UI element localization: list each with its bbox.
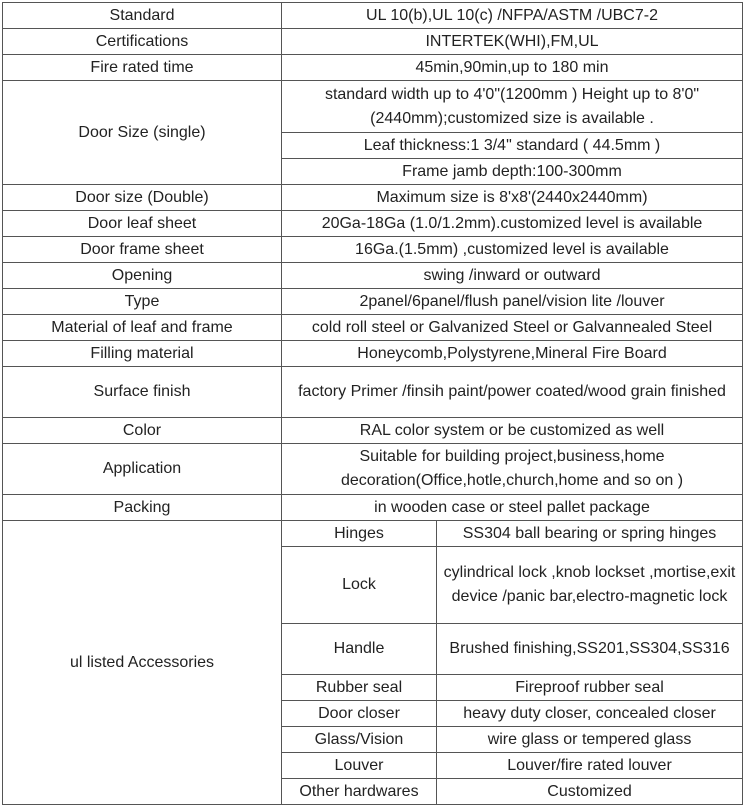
table-row [3,263,743,289]
table-row [3,55,743,81]
accessory-value: Louver/fire rated louver [437,753,743,779]
accessory-value: cylindrical lock ,knob lockset ,mortise,exit device /panic bar,electro-magnetic lock [437,547,743,624]
table-row [3,315,743,341]
table-row [3,3,743,29]
spec-value: 45min,90min,up to 180 min [282,55,743,81]
spec-value: standard width up to 4'0"(1200mm ) Height up to 8'0"(2440mm);customized size is available . [282,81,743,133]
spec-value: 20Ga-18Ga (1.0/1.2mm).customized level is available [282,211,743,237]
accessory-value: Brushed finishing,SS201,SS304,SS316 [437,624,743,675]
table-row [3,29,743,55]
table-row [3,495,743,521]
spec-value: Suitable for building project,business,home decoration(Office,hotle,church,home and so on ) [282,444,743,495]
spec-label: Color [3,418,282,444]
spec-label: Standard [3,3,282,29]
spec-value: 16Ga.(1.5mm) ,customized level is available [282,237,743,263]
accessory-name: Louver [282,753,437,779]
table-row [3,367,743,418]
accessory-value: heavy duty closer, concealed closer [437,701,743,727]
spec-table [2,2,743,805]
accessory-value: Customized [437,779,743,805]
table-row [3,185,743,211]
table-row [3,237,743,263]
table-row [3,289,743,315]
spec-value: factory Primer /finsih paint/power coated/wood grain finished [282,367,743,418]
accessory-name: Lock [282,547,437,624]
accessory-name: Rubber seal [282,675,437,701]
spec-label: Application [3,444,282,495]
spec-label: Door frame sheet [3,237,282,263]
spec-value: UL 10(b),UL 10(c) /NFPA/ASTM /UBC7-2 [282,3,743,29]
table-row [3,444,743,495]
spec-value: 2panel/6panel/flush panel/vision lite /louver [282,289,743,315]
spec-label: Type [3,289,282,315]
spec-label: Surface finish [3,367,282,418]
spec-value: Maximum size is 8'x8'(2440x2440mm) [282,185,743,211]
accessory-name: Glass/Vision [282,727,437,753]
accessory-name: Hinges [282,521,437,547]
accessory-name: Door closer [282,701,437,727]
spec-label: Fire rated time [3,55,282,81]
spec-label: Door Size (single) [3,81,282,185]
spec-value: INTERTEK(WHI),FM,UL [282,29,743,55]
accessory-name: Handle [282,624,437,675]
spec-value: swing /inward or outward [282,263,743,289]
accessory-value: wire glass or tempered glass [437,727,743,753]
table-row [3,81,743,133]
spec-value: cold roll steel or Galvanized Steel or Galvannealed Steel [282,315,743,341]
spec-label: Door size (Double) [3,185,282,211]
spec-value: Frame jamb depth:100-300mm [282,159,743,185]
spec-label: Material of leaf and frame [3,315,282,341]
spec-label: Door leaf sheet [3,211,282,237]
spec-label: Filling material [3,341,282,367]
spec-label: Certifications [3,29,282,55]
table-row [3,418,743,444]
table-row [3,341,743,367]
accessory-value: Fireproof rubber seal [437,675,743,701]
spec-value: RAL color system or be customized as well [282,418,743,444]
accessory-name: Other hardwares [282,779,437,805]
accessories-label: ul listed Accessories [3,521,282,805]
spec-label: Opening [3,263,282,289]
spec-value: Leaf thickness:1 3/4" standard ( 44.5mm ) [282,133,743,159]
spec-value: Honeycomb,Polystyrene,Mineral Fire Board [282,341,743,367]
table-row [3,521,743,547]
table-row [3,211,743,237]
spec-label: Packing [3,495,282,521]
accessory-value: SS304 ball bearing or spring hinges [437,521,743,547]
spec-value: in wooden case or steel pallet package [282,495,743,521]
